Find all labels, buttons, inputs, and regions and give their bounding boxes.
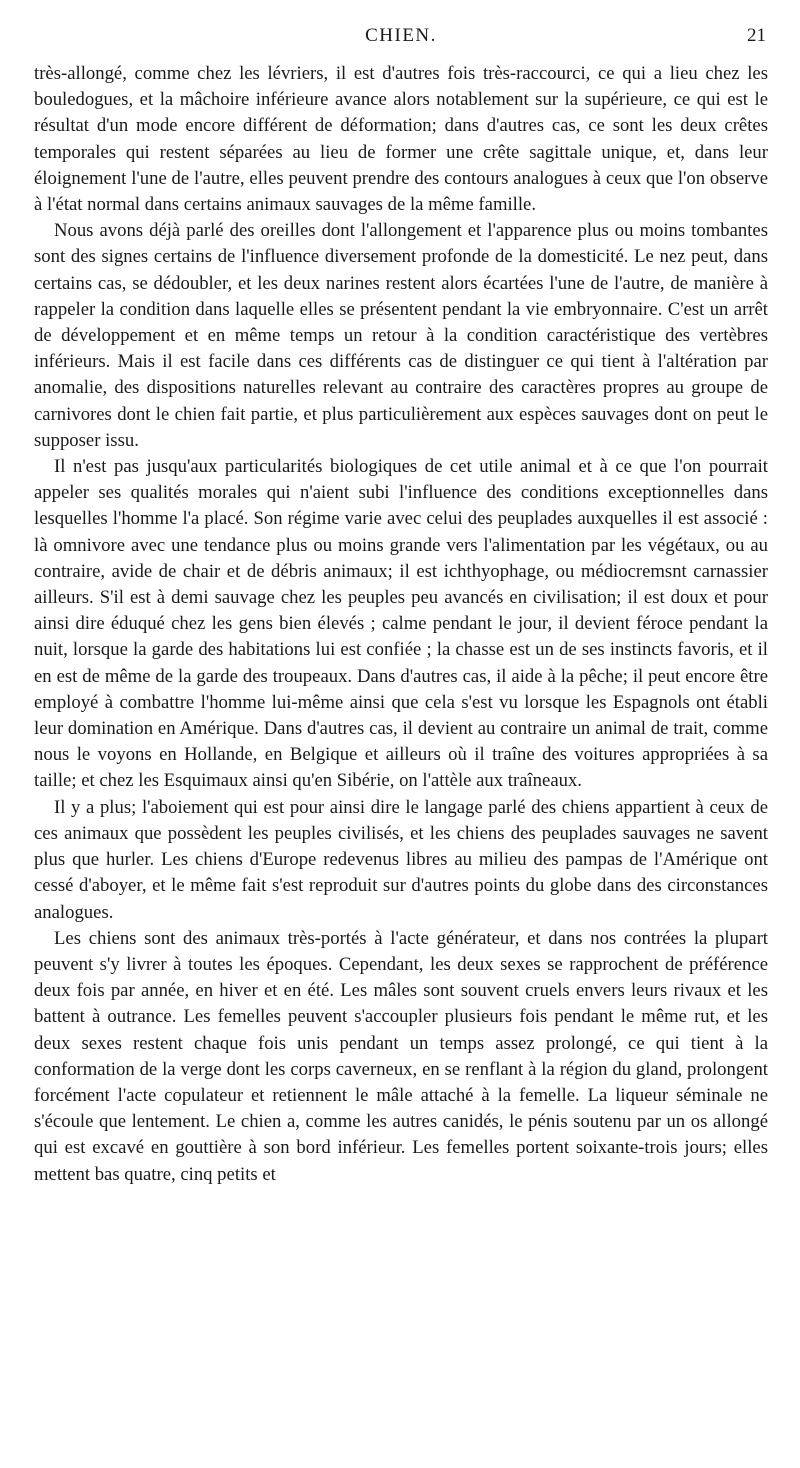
running-title: CHIEN. <box>365 25 437 46</box>
paragraph-reproduction: Les chiens sont des animaux très-portés à l'acte générateur, et dans nos contrées la plupart peuvent s'y livrer à toutes les époques. Cependant, les deux sexes se rapprochent de préférence deux fois par année, en hiver et en été. Les mâles sont souvent cruels envers leurs rivaux et les battent à outrance. Les femelles peuvent s'accoupler plusieurs fois pendant le même rut, et les deux sexes restent chaque fois unis pendant un temps assez prolongé, ce qui tient à la conformation de la verge dont les corps caverneux, en se renflant à la région du gland, prolongent forcément l'acte copulateur et retiennent le mâle attaché à la femelle. La liqueur séminale ne s'écoule que lentement. Le chien a, comme les autres canidés, le pénis soutenu par un os allongé qui est excavé en gouttière à son bord inférieur. Les femelles portent soixante-trois jours; elles mettent bas quatre, cinq petits et <box>34 927 768 1185</box>
running-head <box>34 0 768 46</box>
paragraph-ears-and-nose: Nous avons déjà parlé des oreilles dont l'allongement et l'apparence plus ou moins tombantes sont des signes certains de l'influence diversement profonde de la domesticité. Le nez peut, dans certains cas, se dédoubler, et les deux narines restent alors écartées l'une de l'autre, de manière à rappeler la condition dans laquelle elles se présentent pendant la vie embryonnaire. C'est un arrêt de développement et en même temps un retour à la condition caractéristique des vertèbres inférieurs. Mais il est facile dans ces différents cas de distinguer ce qui tient à l'altération par anomalie, des dispositions naturelles relevant au contraire des caractères propres au groupe de carnivores dont le chien fait partie, et plus particulièrement aux espèces sauvages dont on peut le supposer issu. <box>34 220 768 451</box>
paragraph-biological-traits: Il n'est pas jusqu'aux particularités biologiques de cet utile animal et à ce que l'on pourrait appeler ses qualités morales qui n'aient subi l'influence des conditions exceptionnelles dans lesquelles l'homme l'a placé. Son régime varie avec celui des peuplades auxquelles il est associé : là omnivore avec une tendance plus ou moins grande vers l'alimentation par les végétaux, ou au contraire, avide de chair et de débris animaux; il est ichthyophage, ou médiocremsnt carnassier ailleurs. S'il est à demi sauvage chez les peuples peu avancés en civilisation; il est doux et pour ainsi dire éduqué chez les gens bien élevés ; calme pendant le jour, il devient féroce pendant la nuit, lorsque la garde des habitations lui est confiée ; la chasse est un de ses instincts favoris, et il en est de même de la garde des troupeaux. Dans d'autres cas, il aide à la pêche; il peut encore être employé à combattre l'homme lui-même ainsi que cela s'est vu lorsque les Espagnols ont établi leur domination en Amérique. Dans d'autres cas, il devient au contraire un animal de trait, comme nous le voyons en Hollande, en Belgique et ailleurs où il traîne des voitures appropriées à sa taille; et chez les Esquimaux ainsi qu'en Sibérie, on l'attèle aux traîneaux. <box>34 456 768 792</box>
paragraph-skull-deformation: très-allongé, comme chez les lévriers, il est d'autres fois très-raccourci, ce qui a lieu chez les bouledogues, et la mâchoire inférieure avance alors notablement sur la supérieure, ce qui est le résultat d'un mode encore différent de déformation; dans d'autres cas, ce sont les deux crêtes temporales qui restent séparées au lieu de former une crête sagittale unique, et, dans leur éloignement l'une de l'autre, elles peuvent prendre des contours analogues à ceux que l'on observe à l'état normal dans certains animaux sauvages de la même famille. <box>34 63 768 216</box>
body-text <box>34 61 768 1188</box>
page-number: 21 <box>747 25 766 46</box>
book-page <box>34 0 768 1468</box>
paragraph-barking: Il y a plus; l'aboiement qui est pour ainsi dire le langage parlé des chiens appartient à ceux de ces animaux que possèdent les peuples civilisés, et les chiens des peuplades sauvages ne savent plus que hurler. Les chiens d'Europe redevenus libres au milieu des pampas de l'Amérique ont cessé d'aboyer, et le même fait s'est reproduit sur d'autres points du globe dans des circonstances analogues. <box>34 796 768 923</box>
